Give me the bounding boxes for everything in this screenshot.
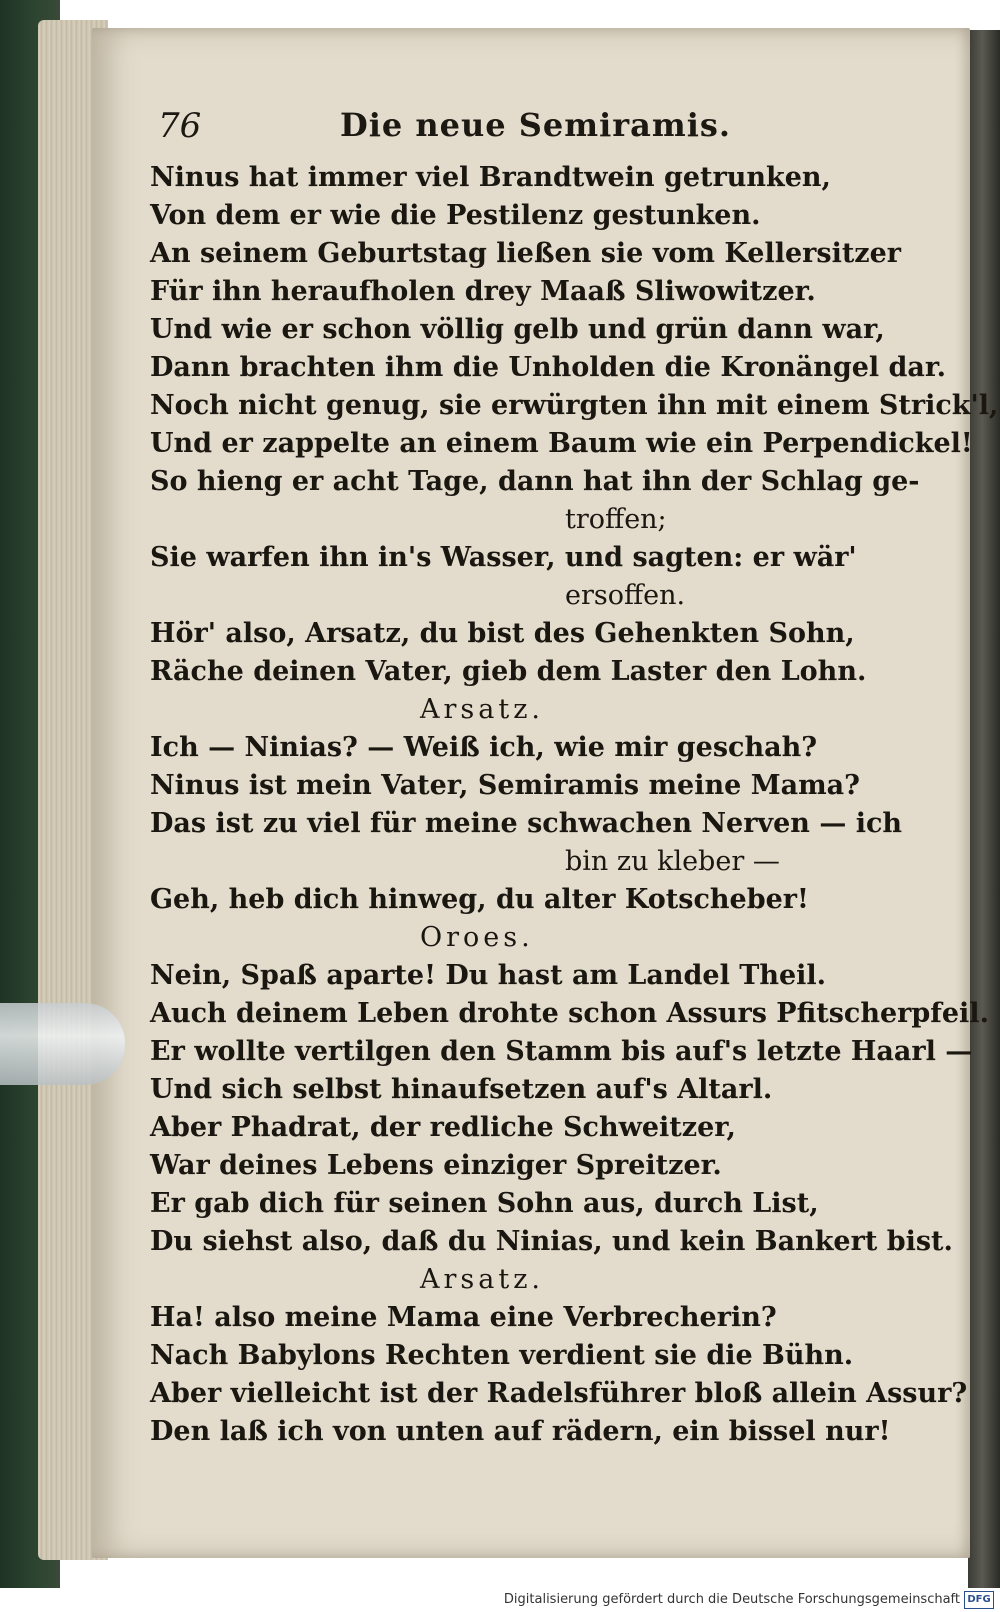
text-line: Den laß ich von unten auf rädern, ein bissel nur! <box>150 1416 891 1447</box>
text-line: Du siehst also, daß du Ninias, und kein Bankert bist. <box>150 1226 953 1257</box>
text-line: Von dem er wie die Pestilenz gestunken. <box>150 200 761 231</box>
text-line: Geh, heb dich hinweg, du alter Kotscheber! <box>150 884 809 915</box>
dfg-logo: DFG <box>964 1591 994 1609</box>
speaker-name: Oroes. <box>420 922 534 953</box>
text-line: War deines Lebens einziger Spreitzer. <box>150 1150 722 1181</box>
text-line: Ich — Ninias? — Weiß ich, wie mir geschah? <box>150 732 818 763</box>
text-line: Ninus ist mein Vater, Semiramis meine Mama? <box>150 770 860 801</box>
text-line: Noch nicht genug, sie erwürgten ihn mit einem Strick'l, <box>150 390 999 421</box>
text-line: Und sich selbst hinaufsetzen auf's Altarl. <box>150 1074 773 1105</box>
page-header <box>140 98 860 158</box>
text-line: Räche deinen Vater, gieb dem Laster den Lohn. <box>150 656 867 687</box>
digitization-credit: Digitalisierung gefördert durch die Deutsche Forschungsgemeinschaft <box>503 1592 960 1607</box>
text-line: Er gab dich für seinen Sohn aus, durch List, <box>150 1188 819 1219</box>
text-line: Nein, Spaß aparte! Du hast am Landel Theil. <box>150 960 827 991</box>
book-spine-edge <box>968 30 1000 1588</box>
text-line-continuation: bin zu kleber — <box>565 846 780 877</box>
text-line: Dann brachten ihm die Unholden die Kronängel dar. <box>150 352 947 383</box>
text-line: So hieng er acht Tage, dann hat ihn der Schlag ge- <box>150 466 920 497</box>
text-line: Das ist zu viel für meine schwachen Nerven — ich <box>150 808 903 839</box>
text-line: Für ihn heraufholen drey Maaß Sliwowitzer. <box>150 276 816 307</box>
text-line: Nach Babylons Rechten verdient sie die Bühn. <box>150 1340 854 1371</box>
text-line: Ninus hat immer viel Brandtwein getrunken, <box>150 162 831 193</box>
text-line: Sie warfen ihn in's Wasser, und sagten: er wär' <box>150 542 857 573</box>
text-line-continuation: ersoffen. <box>565 580 686 611</box>
text-line: Ha! also meine Mama eine Verbrecherin? <box>150 1302 777 1333</box>
text-line: Und wie er schon völlig gelb und grün dann war, <box>150 314 885 345</box>
page-holder-clip <box>0 1003 125 1085</box>
text-line: Aber Phadrat, der redliche Schweitzer, <box>150 1112 736 1143</box>
text-line: Er wollte vertilgen den Stamm bis auf's letzte Haarl — <box>150 1036 973 1067</box>
running-title: Die neue Semiramis. <box>340 106 732 144</box>
text-line-continuation: troffen; <box>565 504 667 535</box>
text-line: Und er zappelte an einem Baum wie ein Perpendickel! <box>150 428 973 459</box>
text-line: Aber vielleicht ist der Radelsführer bloß allein Assur? <box>150 1378 968 1409</box>
speaker-name: Arsatz. <box>420 1264 545 1295</box>
text-line: Hör' also, Arsatz, du bist des Gehenkten Sohn, <box>150 618 855 649</box>
text-line: An seinem Geburtstag ließen sie vom Kellersitzer <box>150 238 902 269</box>
text-line: Auch deinem Leben drohte schon Assurs Pfitscherpfeil. <box>150 998 989 1029</box>
page-number: 76 <box>158 106 202 146</box>
speaker-name: Arsatz. <box>420 694 545 725</box>
footer <box>0 1588 1000 1612</box>
